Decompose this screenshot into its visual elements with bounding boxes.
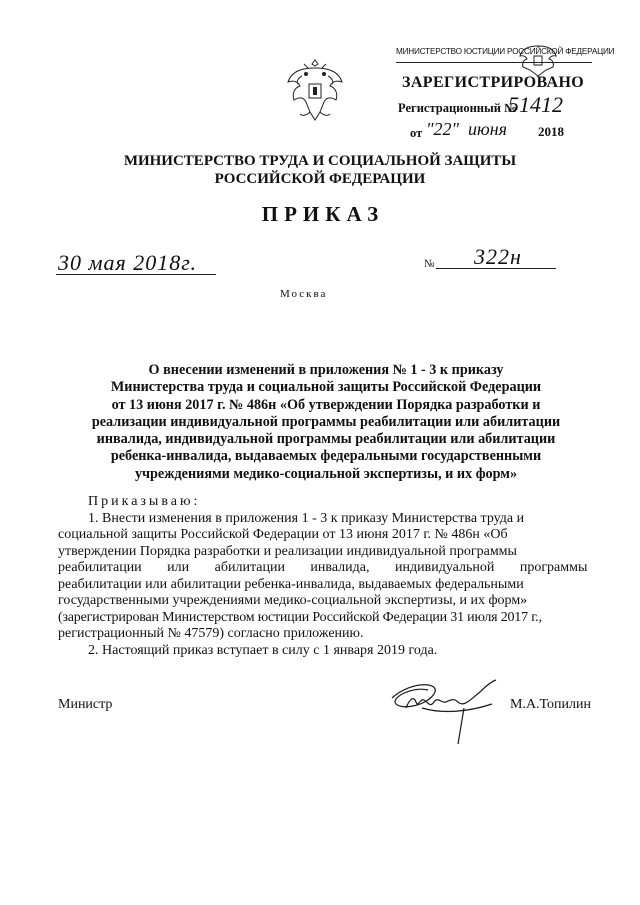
stamp-from-label: от [410,126,423,140]
city: Москва [280,288,328,300]
stamp-from-day: "22" [426,119,460,139]
heading-line: инвалида, индивидуальной программы реабилитации или абилитации [96,431,556,448]
order-word: Приказываю: [88,494,201,509]
stamp-from-month: июня [468,119,507,139]
handwritten-signature [372,668,512,748]
order-number: 322н [474,244,522,269]
stamp-regnum-label: Регистрационный № [398,101,517,115]
heading-line: ребенка-инвалида, выдаваемых федеральными государственными [110,448,542,465]
order-title: ПРИКАЗ [261,202,385,226]
stamp-ministry-text: МИНИСТЕРСТВО ЮСТИЦИИ РОССИЙСКОЙ ФЕДЕРАЦИИ [396,47,615,56]
stamp-divider [396,62,592,63]
coat-of-arms-icon [284,54,346,124]
body-paragraph-2: 2. Настоящий приказ вступает в силу с 1 января 2019 года. [88,642,438,658]
body-line: (зарегистрирован Министерством юстиции Российской Федерации 31 июля 2017 г., [58,609,542,625]
signatory-position: Министр [58,697,113,712]
ministry-title-line2: РОССИЙСКОЙ ФЕДЕРАЦИИ [214,171,426,187]
stamp-from-year: 2018 [538,124,564,139]
heading-line: от 13 июня 2017 г. № 486н «Об утверждении Порядка разработки и [111,396,541,413]
body-line: 1. Внести изменения в приложения 1 - 3 к приказу Министерства труда и [88,510,525,526]
registration-stamp [390,42,615,142]
body-line: реабилитации или абилитации инвалида, индивидуальной программы [58,560,588,575]
heading-line: Министерства труда и социальной защиты Российской Федерации [110,379,542,396]
stamp-regnum-value: 51412 [508,92,563,117]
order-heading [82,362,570,483]
ministry-title [120,152,520,188]
body-line: регистрационный № 47579) согласно приложению. [58,626,364,641]
heading-line: реализации индивидуальной программы реабилитации или абилитации [91,413,561,430]
body-line: социальной защиты Российской Федерации от 13 июня 2017 г. № 486н «Об [58,527,508,542]
order-number-label: № [424,258,435,270]
body-line: реабилитации или абилитации ребенка-инвалида, выдаваемых федеральными [58,576,524,592]
number-underline [436,268,556,269]
stamp-registered-text: ЗАРЕГИСТРИРОВАНО [402,74,585,91]
body-line: государственными учреждениями медико-социальной экспертизы, и их форм» [58,593,528,608]
ministry-title-line1: МИНИСТЕРСТВО ТРУДА И СОЦИАЛЬНОЙ ЗАЩИТЫ [123,153,517,169]
body-line: утверждении Порядка разработки и реализации индивидуальной программы [58,543,517,559]
date-underline [56,274,216,275]
heading-line: О внесении изменений в приложения № 1 - 3 к приказу [148,362,504,378]
signatory-name: М.А.Топилин [510,697,592,712]
heading-line: учреждениями медико-социальной экспертизы, и их форм» [134,465,518,482]
order-date: 30 мая 2018г. [58,250,198,275]
order-body [58,494,604,659]
